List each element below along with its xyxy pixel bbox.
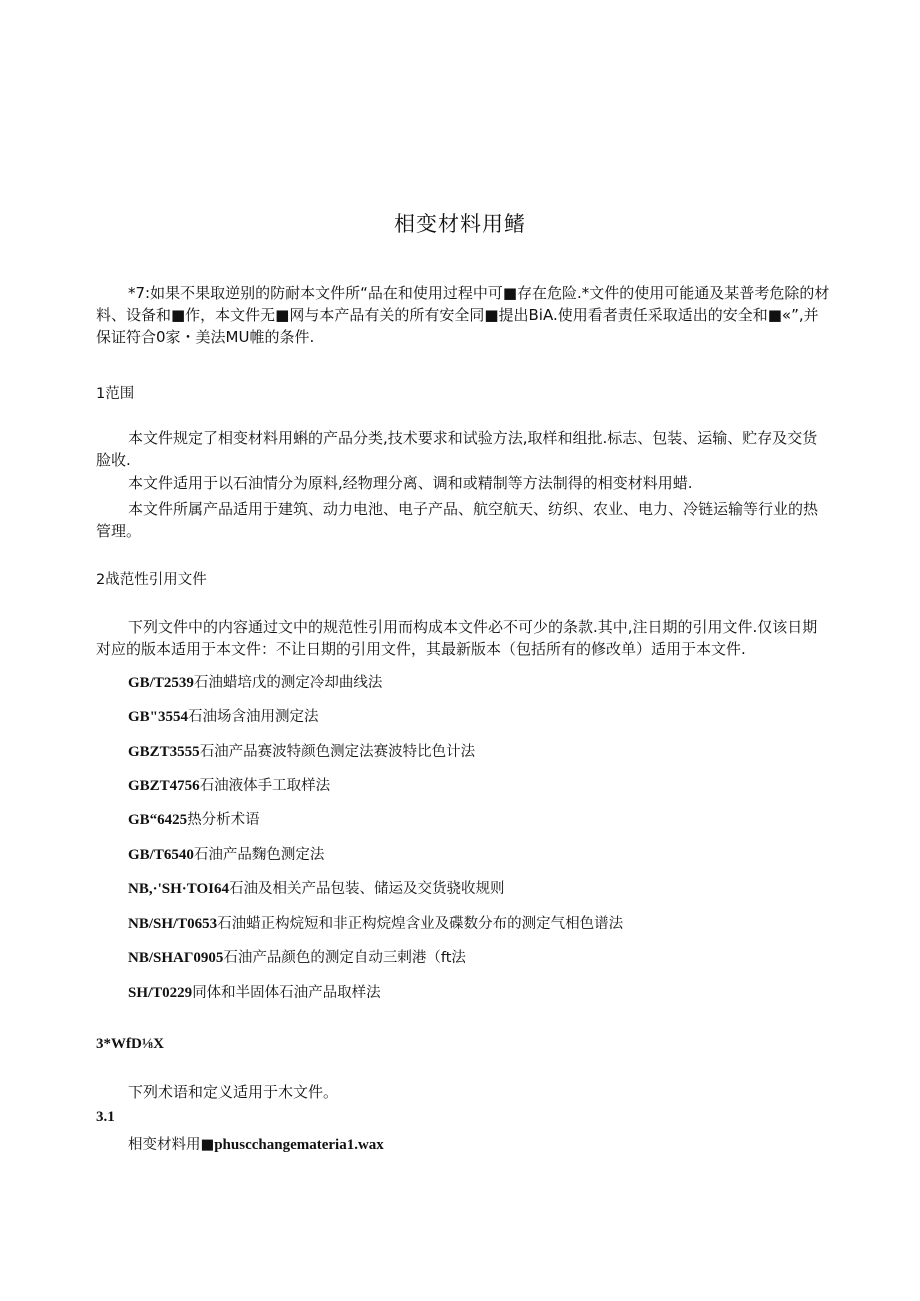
reference-title: 石油产品赛波特颜色测定法赛波特比色计法 — [199, 744, 476, 760]
reference-title: 石油产品颜色的测定自动三剌港（ft法 — [223, 950, 466, 966]
reference-item — [128, 946, 466, 967]
intro-paragraph: *7:如果不果取逆别的防耐本文件所“品在和使用过程中可■存在危险.*文件的使用可能通及某普考危除的材料、设备和■作，本文件无■网与本产品有关的所有安全同■提出BiA.使用看者责任采取适出的安全和■«”,并保证符合0家・美法MU帷的条件. — [96, 284, 830, 346]
reference-title: 石油及相关产品包装、储运及交货骁收规则 — [229, 881, 505, 897]
reference-title: 石油场含油用测定法 — [188, 709, 319, 725]
term-english: phuscchangemateria1.wax — [214, 1137, 384, 1153]
reference-code: SH/T0229 — [128, 985, 193, 1001]
reference-title: 同体和半固体石油产品取样法 — [192, 985, 381, 1001]
reference-item — [128, 740, 475, 761]
section-3-heading: 3*WfD⅛X — [96, 1036, 164, 1052]
reference-code: GB/T6540 — [128, 847, 194, 863]
section-1-paragraph-1: 本文件规定了相变材料用蝌的产品分类,技术要求和试验方法,取样和组批.标志、包装、运输、贮存及交货脸收. — [96, 429, 818, 469]
reference-code: GBZT4756 — [128, 778, 200, 794]
reference-item — [128, 981, 381, 1002]
reference-code: NB/SH/T0653 — [128, 916, 218, 932]
reference-item — [128, 877, 505, 898]
section-2-intro: 下列文件中的内容通过文中的规范性引用而构成本文件必不可少的条款.其中,注日期的引用文件.仅该日期对应的版本适用于本文件：不让日期的引用文件，其最新版本（包括所有的修改单）适用于本文件. — [96, 618, 818, 658]
reference-title: 热分析术语 — [187, 812, 260, 828]
reference-title: 石油蜡正构烷短和非正构烷煌含业及碟数分布的测定气相色谱法 — [217, 916, 624, 932]
section-2-heading: 2战范性引用文件 — [96, 572, 207, 588]
reference-code: GB“6425 — [128, 812, 188, 828]
section-3-intro: 下列术语和定义适用于木文件。 — [128, 1083, 339, 1101]
document-title: 相变材料用鳍 — [394, 212, 526, 236]
reference-item — [128, 774, 330, 795]
reference-item — [128, 671, 382, 692]
reference-code: GB"3554 — [128, 709, 188, 725]
reference-code: NB,·'SH·TOI64 — [128, 881, 230, 897]
reference-title: 石油产品麴色测定法 — [193, 847, 325, 863]
reference-item — [128, 808, 260, 829]
term-chinese: 相变材料用■ — [128, 1137, 215, 1153]
reference-code: GB/T2539 — [128, 675, 194, 691]
section-1-paragraph-2: 本文件适用于以石油情分为原料,经物理分离、调和或精制等方法制得的相变材料用蜡. — [128, 474, 693, 492]
reference-code: NB/SHAΓ0905 — [128, 950, 224, 966]
reference-item — [128, 843, 324, 864]
reference-code: GBZT3555 — [128, 744, 200, 760]
reference-item — [128, 705, 319, 726]
term-definition-line — [128, 1133, 384, 1154]
subsection-3-1-number: 3.1 — [96, 1109, 115, 1125]
reference-title: 石油液体手工取样法 — [199, 778, 331, 794]
section-1-paragraph-3: 本文件所属产品适用于建筑、动力电池、电子产品、航空航天、纺织、农业、电力、冷链运输等行业的热管理。 — [96, 500, 819, 540]
reference-item — [128, 912, 623, 933]
reference-title: 石油蜡培戊的测定冷却曲线法 — [193, 675, 383, 691]
section-1-heading: 1范围 — [96, 386, 135, 402]
